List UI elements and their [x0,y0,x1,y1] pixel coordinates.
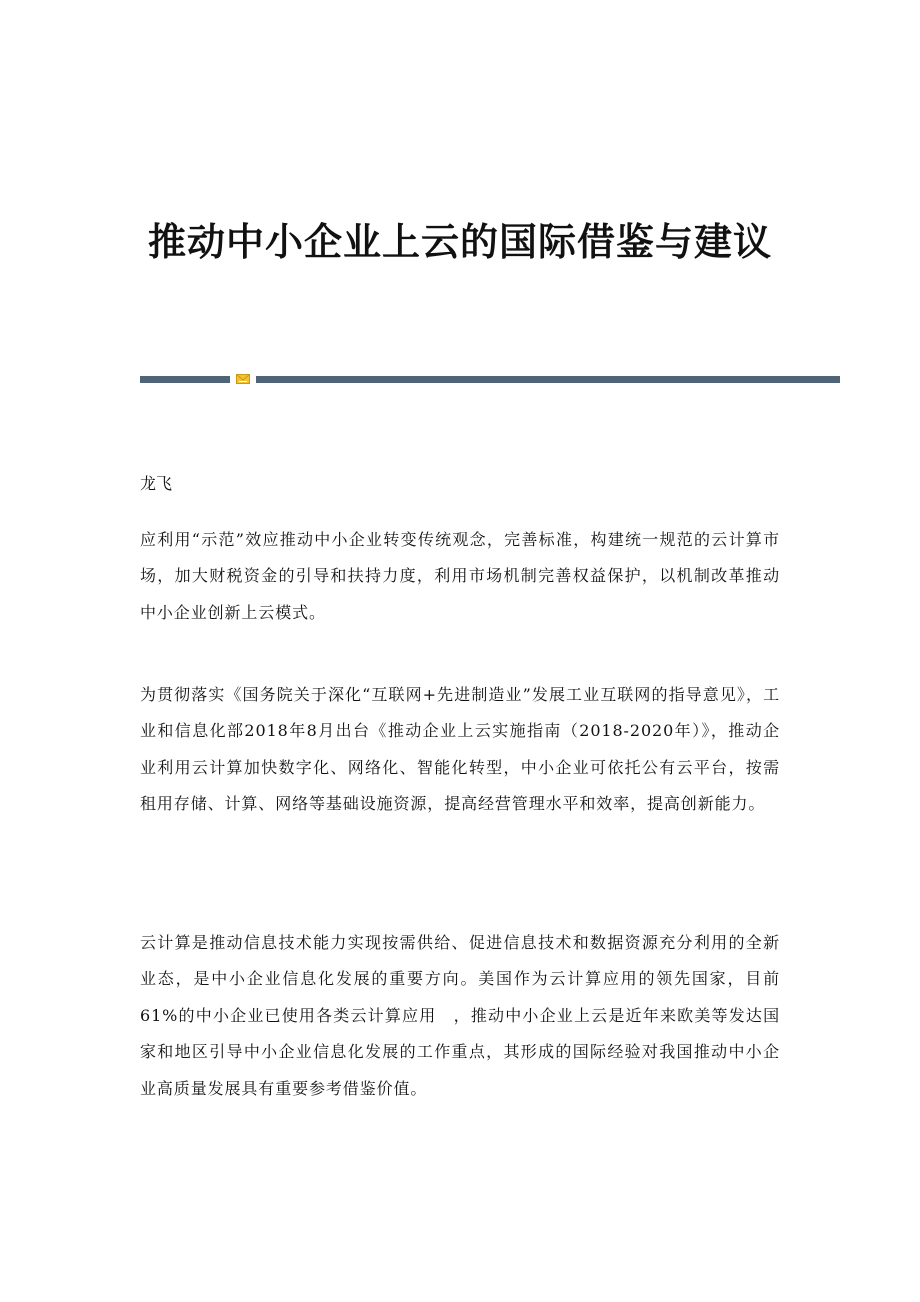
document-title: 推动中小企业上云的国际借鉴与建议 [147,219,772,264]
author-name: 龙飞 [140,474,173,493]
paragraph: 云计算是推动信息技术能力实现按需供给、促进信息技术和数据资源充分利用的全新业态，是中小企业信息化发展的重要方向。美国作为云计算应用的领先国家，目前61%的中小企业已使用各类云计算应用 ，推动中小企业上云是近年来欧美等发达国家和地区引导中小企业信息化发展的工作重点，其形成的国际经验对我国推动中小企业高质量发展具有重要参考借鉴价值。 [140,933,780,1098]
title-divider [140,373,840,385]
divider-bar-left [140,376,230,383]
paragraph: 应利用“示范”效应推动中小企业转变传统观念，完善标准，构建统一规范的云计算市场，加大财税资金的引导和扶持力度，利用市场机制完善权益保护，以机制改革推动中小企业创新上云模式。 [140,530,780,622]
divider-bar-right [256,376,840,383]
paragraph: 为贯彻落实《国务院关于深化“互联网+先进制造业”发展工业互联网的指导意见》，工业和信息化部2018年8月出台《推动企业上云实施指南（2018-2020年）》，推动企业利用云计算加快数字化、网络化、智能化转型，中小企业可依托公有云平台，按需租用存储、计算、网络等基础设施资源，提高经营管理水平和效率，提高创新能力。 [140,685,780,814]
envelope-icon [236,373,250,385]
